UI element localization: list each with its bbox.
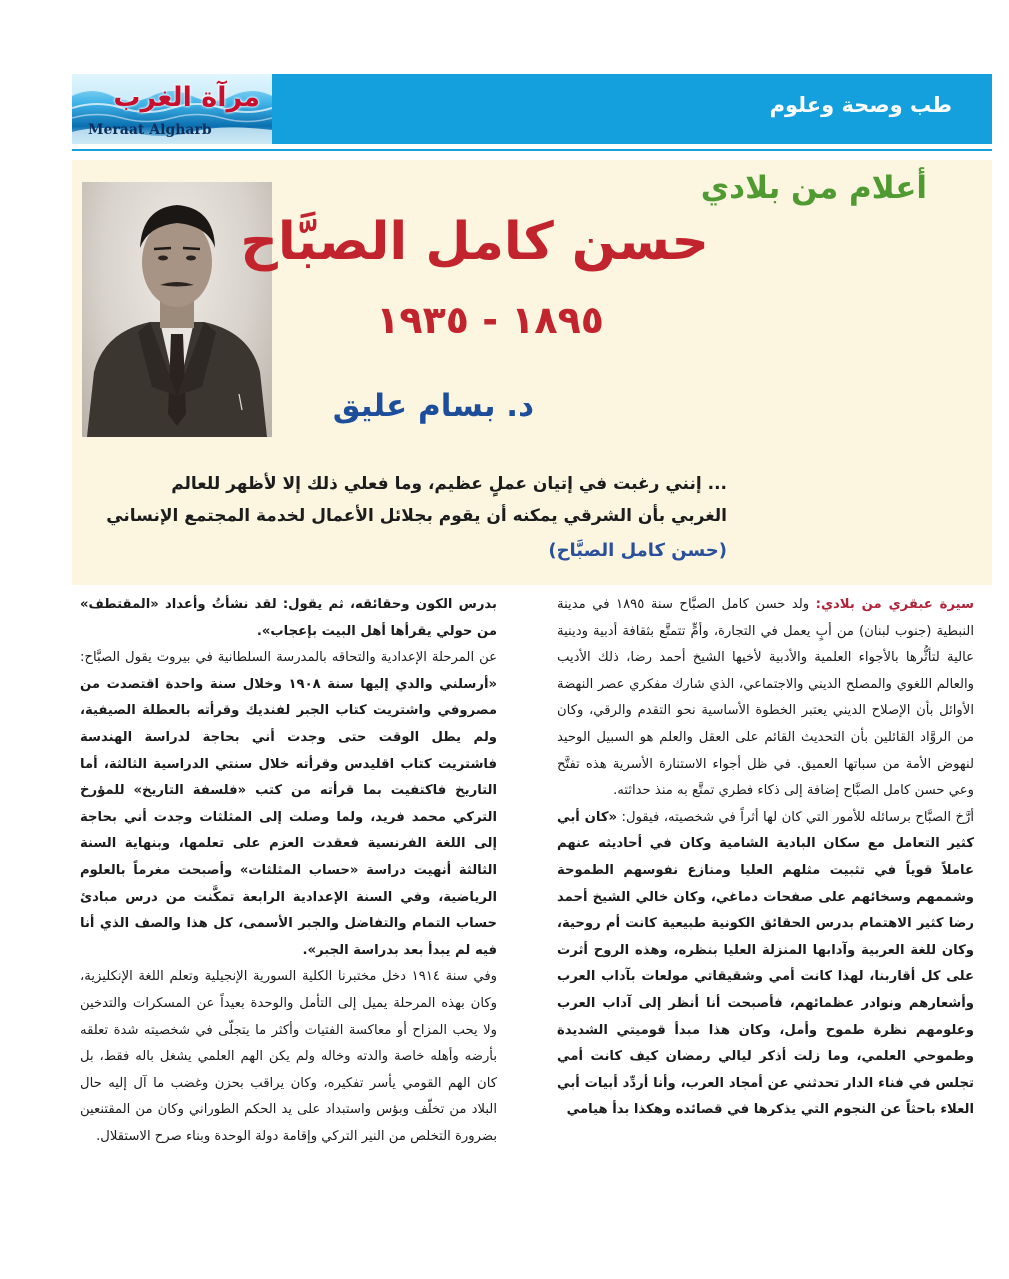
paragraph-text: أرَّخ الصبَّاح برسائله للأمور التي كان لها أثراً في شخصيته، فيقول: [617,809,974,825]
quote-line: الغربي بأن الشرقي يمكنه أن يقوم بجلائل الأعمال لخدمة المجتمع الإنساني [106,506,727,526]
paragraph: وفي سنة ١٩١٤ دخل مختبرنا الكلية السورية الإنجيلية وتعلم اللغة الإنكليزية، وكان بهذه المرحلة يميل إلى التأمل والوحدة بعيداً عن المسكرات والتدخين ولا يحب المزاح أو معاكسة الفتيات وأكثر ما يتجلّى في شخصيته شدة تعلقه بأرضه وأهله خاصة والدته وخاله ولم يكن الهم العلمي يشغل باله فقط، بل كان الهم القومي يأسر تفكيره، وكان يراقب بحزن وغضب ما آل إليه حال البلاد من تخلّف وبؤس واستبداد على يد الحكم الطوراني وكان من المقتنعين بضرورة التخلص من النير التركي وإقامة دولة الوحدة وبناء صرح الاستقلال. [80,969,497,1144]
quoted-text: «كان أبي كثير التعامل مع سكان البادية الشامية وكان في أحاديثه عنهم عاملاً قوياً في تثبيت مثلهم العليا ومنازع نفوسهم الطموحة وشممهم وسخائهم على صفحات دماغي، وكان خالي الشيخ أحمد رضا كثير الاهتمام بدرس الحقائق الكونية طبيعية كانت أم روحية، وكان للغة العربية وآدابها المنزلة العليا بنظره، وهذه الروح أثرت على كل أقاربنا، لهذا كانت أمي وشقيقاتي مولعات بآداب العرب وأشعارهم ونوادر عظمائهم، فأصبحت أنا أنظر إلى آداب العرب وعلومهم نظرة طموح وأمل، وكان هذا مبدأ قوميتي الشديدة وطموحي العلمي، وما زلت أذكر ليالي رمضان كيف كانت أمي تجلس في فناء الدار تحدثني عن أمجاد العرب، وأنا أردِّد أبيات أبي العلاء باحثاً عن النجوم التي يذكرها في قصائده وهكذا بدأ هيامي [557,809,974,1118]
paragraph-text: عن المرحلة الإعدادية والتحاقه بالمدرسة السلطانية في بيروت يقول الصبَّاح: [80,650,497,666]
paragraph [557,805,974,1124]
body-column-left [80,592,497,1150]
quote-attribution: (حسن كامل الصبَّاح) [548,540,727,561]
logo-english-text: Meraat Algharb [88,122,212,138]
paragraph [557,592,974,805]
paragraph [80,645,497,964]
header-divider [72,149,992,151]
body-column-right [557,592,974,1124]
section-title: طب وصحة وعلوم [769,93,952,117]
author-name: د. بسام عليق [332,388,534,424]
quoted-text: بدرس الكون وحقائقه، ثم يقول: لقد نشأتُ وأعداد «المقتطف» من حولي يقرأها أهل البيت بإعجاب». [80,597,497,639]
quoted-text: «أرسلني والدي إليها سنة ١٩٠٨ وخلال سنة واحدة اقتصدت من مصروفي واشتريت كتاب الجبر لفنديك وقرأته بالعطلة الصيفية، ولم يطل الوقت حتى وجدت أني بحاجة لدراسة الهندسة فاشتريت كتاب اقليدس وقرأته خلال سنتي الدراسية الثالثة، أما التاريخ فاكتفيت بما قرأته من كتب «فلسفة التاريخ» للمؤرخ التركي محمد فريد، ولما وصلت إلى المثلثات وجدت أني بحاجة إلى اللغة الفرنسية فعقدت العزم على تعلمها، وبنهاية السنة الثالثة أنهيت دراسة «حساب المثلثات» وأصبحت مغرماً بالعلوم الرياضية، وفي السنة الإعدادية الرابعة تمكَّنت من درس مبادئ حساب التمام والتفاضل والجبر الأسمى، كل هذا والصف الذي أنا فيه لم يبدأ بعد بدراسة الجبر». [80,676,497,958]
article-title: حسن كامل الصبَّاح [240,212,709,272]
paragraph-lead-heading: سيرة عبقري من بلادي: [815,597,974,612]
article-years: ١٨٩٥ - ١٩٣٥ [376,298,604,342]
paragraph-text: ولد حسن كامل الصبَّاح سنة ١٨٩٥ في مدينة النبطية (جنوب لبنان) من أبٍ يعمل في التجارة، وأمٍّ تتمتَّع بثقافة أدبية ودينية عالية لتأثُّرها بالأجواء العلمية والأدبية لأخيها الشيخ أحمد رضا، ذلك الأديب والعالم اللغوي والمصلح الديني والاجتماعي، الذي شارك مفكري عصر النهضة الأوائل بأن الإصلاح الديني يعتبر الخطوة الأساسية نحو التقدم والرقي، وكان من الروَّاد القائلين بأن التحديث القائم على العقل والعلم هو السبيل الوحيد لنهوض الأمة من سباتها العميق. في ظل أجواء الاستنارة الأسرية هذه تفتَّح وعي حسن كامل الصبَّاح إضافة إلى ذكاء فطري تمتَّع به منذ حداثته. [557,597,974,799]
pull-quote [87,468,727,568]
logo-arabic-text: مرآة الغرب [113,82,260,113]
magazine-logo [72,74,272,144]
series-title: أعلام من بلادي [700,170,927,206]
quote-line: ... إنني رغبت في إتيان عملٍ عظيم، وما فعلي ذلك إلا لأظهر للعالم [171,474,727,494]
